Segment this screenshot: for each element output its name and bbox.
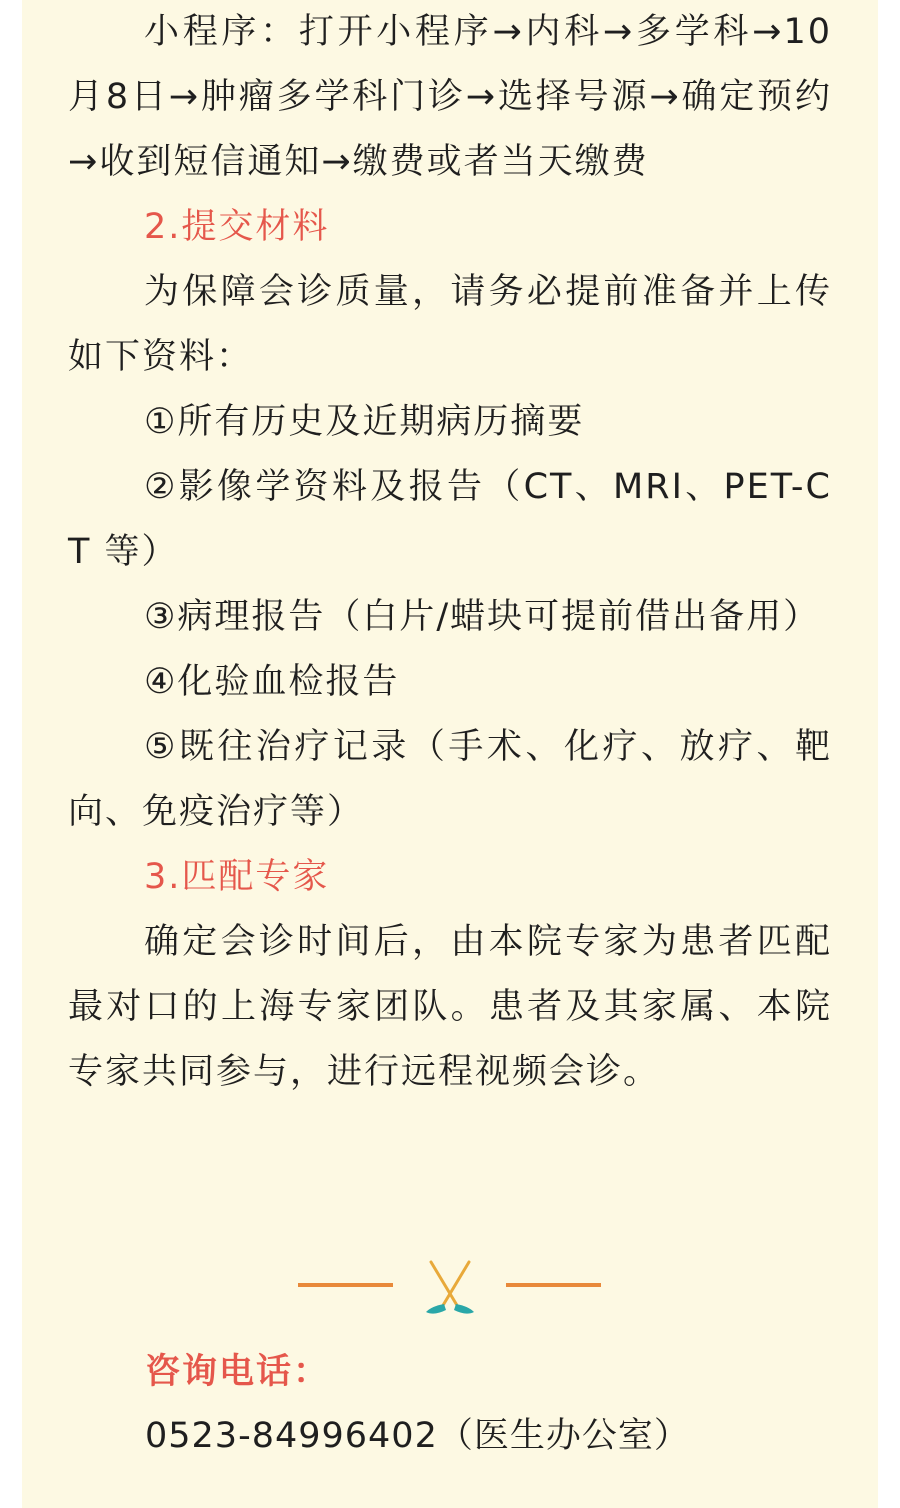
contact-phone[interactable]: 0523-84996402（医生办公室） (145, 1416, 690, 1456)
material-item: ④化验血检报告 (144, 662, 400, 702)
article-body (68, 0, 832, 1105)
section-divider (0, 1252, 900, 1322)
contact-label: 咨询电话： (145, 1352, 331, 1392)
step2-intro: 为保障会诊质量，请务必提前准备并上传如下资料： (68, 272, 832, 377)
material-item: ②影像学资料及报告（CT、MRI、PET-CT 等） (68, 467, 832, 572)
step3-text: 确定会诊时间后，由本院专家为患者匹配最对口的上海专家团队。患者及其家属、本院专家共同参与，进行远程视频会诊。 (68, 922, 832, 1092)
material-item: ①所有历史及近期病历摘要 (144, 402, 585, 442)
crossed-golf-clubs-icon (426, 1262, 474, 1314)
material-item: ⑤既往治疗记录（手术、化疗、放疗、靶向、免疫治疗等） (68, 727, 832, 832)
material-item: ③病理报告（白片/蜡块可提前借出备用） (144, 597, 821, 637)
mini-program-steps: 小程序：打开小程序→内科→多学科→10月8日→肿瘤多学科门诊→选择号源→确定预约→收到短信通知→缴费或者当天缴费 (68, 12, 832, 182)
step2-heading: 2.提交材料 (144, 207, 330, 247)
step3-heading: 3.匹配专家 (144, 857, 330, 897)
